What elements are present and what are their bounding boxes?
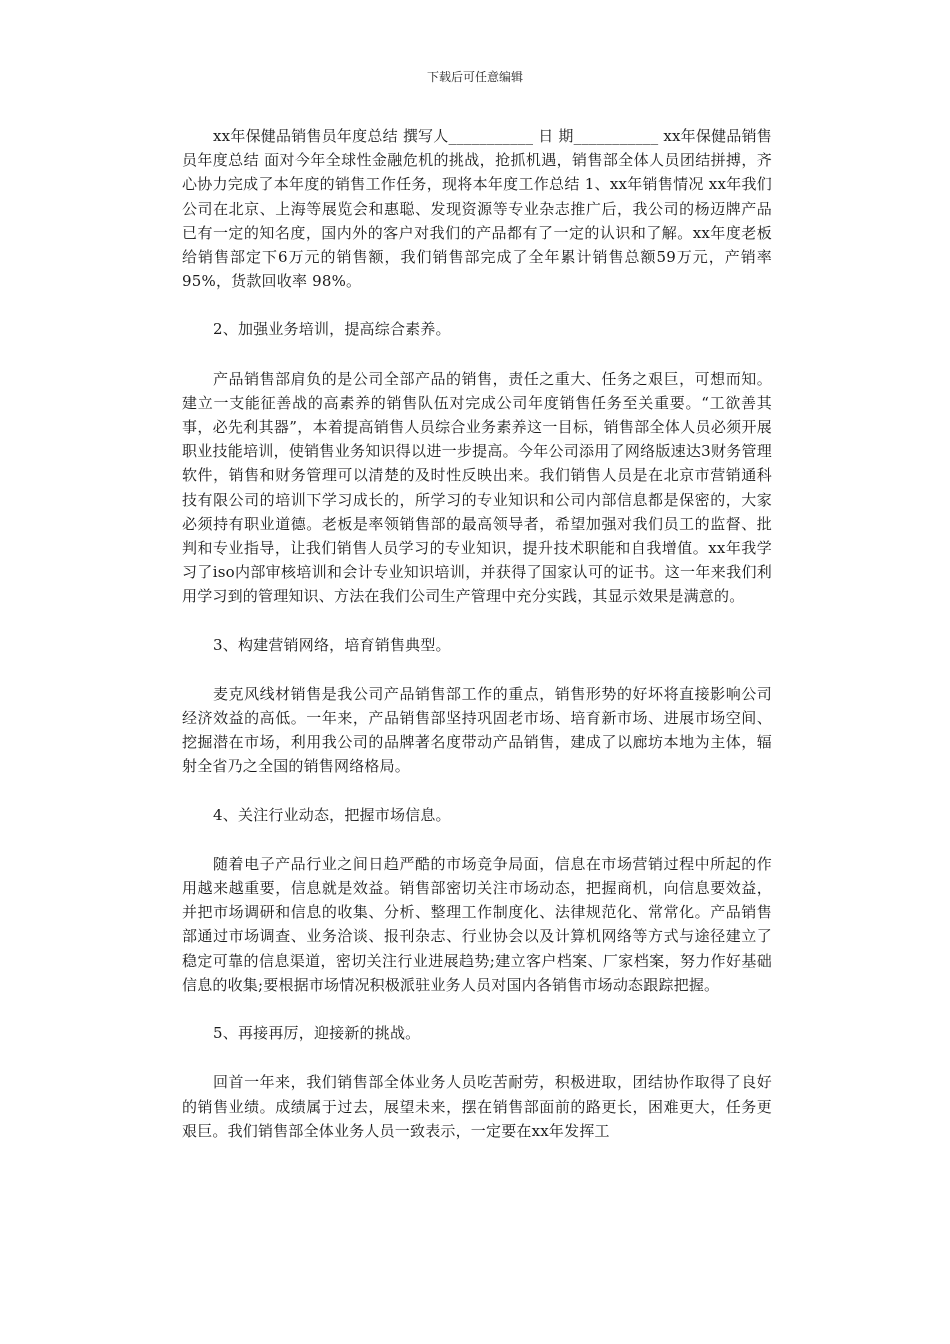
section-heading-2: 2、加强业务培训，提高综合素养。	[213, 320, 451, 339]
document-body	[182, 124, 772, 1167]
paragraph-training: 产品销售部肩负的是公司全部产品的销售，责任之重大、任务之艰巨，可想而知。建立一支能征善战的高素养的销售队伍对完成公司年度销售任务至关重要。“工欲善其事，必先利其器”，本着提高销售人员综合业务素养这一目标，销售部全体人员必须开展职业技能培训，使销售业务知识得以进一步提高。今年公司添用了网络版速达3财务管理软件，销售和财务管理可以清楚的及时性反映出来。我们销售人员是在北京市营销通科技有限公司的培训下学习成长的，所学习的专业知识和公司内部信息都是保密的，大家必须持有职业道德。老板是率领销售部的最高领导者，希望加强对我们员工的监督、批判和专业指导，让我们销售人员学习的专业知识，提升技术职能和自我增值。xx年我学习了iso内部审核培训和会计专业知识培训，并获得了国家认可的证书。这一年来我们利用学习到的管理知识、方法在我们公司生产管理中充分实践，其显示效果是满意的。	[182, 369, 772, 606]
section-heading-4: 4、关注行业动态，把握市场信息。	[213, 805, 451, 824]
paragraph-market-info: 随着电子产品行业之间日趋严酷的市场竞争局面，信息在市场营销过程中所起的作用越来越重要，信息就是效益。销售部密切关注市场动态，把握商机，向信息要效益，并把市场调研和信息的收集、分析、整理工作制度化、法律规范化、常常化。产品销售部通过市场调查、业务洽谈、报刊杂志、行业协会以及计算机网络等方式与途径建立了稳定可靠的信息渠道，密切关注行业进展趋势;建立客户档案、厂家档案，努力作好基础信息的收集;要根据市场情况积极派驻业务人员对国内各销售市场动态跟踪把握。	[182, 854, 772, 994]
section-heading-3: 3、构建营销网络，培育销售典型。	[213, 635, 451, 654]
section-heading-5: 5、再接再厉，迎接新的挑战。	[213, 1024, 421, 1043]
paragraph-intro: xx年保健品销售员年度总结 撰写人___________ 日 期___________ xx年保健品销售员年度总结 面对今年全球性金融危机的挑战，抢抓机遇，销售部全体人员团结拼搏，齐心协力完成了本年度的销售工作任务，现将本年度工作总结 1、xx年销售情况 xx年我们公司在北京、上海等展览会和惠聪、发现资源等专业杂志推广后，我公司的杨迈牌产品已有一定的知名度，国内外的客户对我们的产品都有了一定的认识和了解。xx年度老板给销售部定下6万元的销售额，我们销售部完成了全年累计销售总额59万元，产销率95%，货款回收率 98%。	[182, 127, 772, 291]
page-header-note: 下载后可任意编辑	[426, 70, 523, 84]
paragraph-outlook: 回首一年来，我们销售部全体业务人员吃苦耐劳，积极进取，团结协作取得了良好的销售业绩。成绩属于过去，展望未来，摆在销售部面前的路更长，困难更大，任务更艰巨。我们销售部全体业务人员一致表示，一定要在xx年发挥工	[182, 1073, 772, 1140]
paragraph-network: 麦克风线材销售是我公司产品销售部工作的重点，销售形势的好坏将直接影响公司经济效益的高低。一年来，产品销售部坚持巩固老市场、培育新市场、进展市场空间、挖掘潜在市场，利用我公司的品牌著名度带动产品销售，建成了以廊坊本地为主体，辐射全省乃之全国的销售网络格局。	[182, 684, 772, 776]
